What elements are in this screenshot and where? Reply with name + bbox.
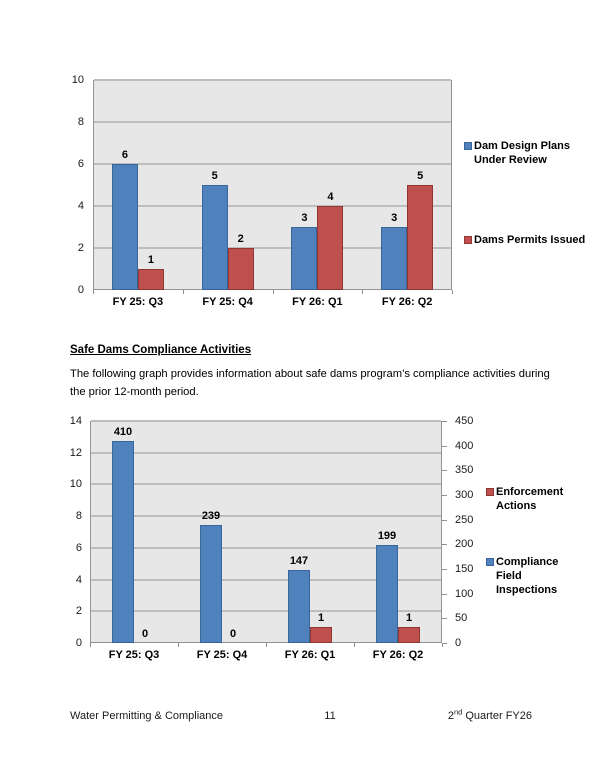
right-axis-tick-label: 250 bbox=[455, 513, 474, 526]
value-label: 1 bbox=[147, 254, 154, 266]
x-axis-tick bbox=[178, 643, 179, 647]
value-label: 0 bbox=[229, 628, 237, 640]
right-axis-tick-label: 450 bbox=[455, 415, 474, 427]
right-axis-tick-label: 400 bbox=[455, 439, 474, 452]
category-label: FY 25: Q4 bbox=[202, 296, 253, 308]
gridline bbox=[91, 420, 441, 422]
left-axis-tick-label: 12 bbox=[69, 446, 82, 459]
category-label: FY 25: Q3 bbox=[108, 649, 160, 661]
section-paragraph: The following graph provides information about safe dams program’s compliance activities during the prior 12-month period. bbox=[70, 368, 550, 398]
footer-quarter-ordinal: nd bbox=[453, 707, 463, 717]
left-axis-tick-label: 2 bbox=[75, 605, 82, 618]
legend-label-line: Dams Permits Issued bbox=[474, 234, 586, 246]
value-label: 3 bbox=[391, 212, 398, 224]
left-axis-tick-label: 2 bbox=[77, 242, 84, 254]
category-label: FY 26: Q1 bbox=[284, 649, 336, 661]
section-heading: Safe Dams Compliance Activities bbox=[70, 344, 252, 356]
x-axis-tick bbox=[266, 643, 267, 647]
bar-red bbox=[310, 627, 332, 643]
legend-label-line: Compliance bbox=[496, 556, 559, 568]
legend-label bbox=[496, 485, 563, 513]
category-label: FY 26: Q2 bbox=[381, 296, 433, 308]
right-axis-tick bbox=[442, 569, 447, 570]
value-label: 147 bbox=[289, 555, 309, 567]
legend-label-line: Actions bbox=[496, 500, 537, 512]
legend-label-line: Dam Design Plans bbox=[474, 140, 570, 152]
value-label: 6 bbox=[121, 149, 128, 161]
right-axis-tick bbox=[442, 470, 447, 471]
value-label: 3 bbox=[301, 212, 308, 224]
value-label: 5 bbox=[417, 170, 424, 182]
right-axis-tick-label: 100 bbox=[455, 587, 474, 600]
legend-label-line: Under Review bbox=[474, 154, 547, 166]
left-axis-tick-label: 0 bbox=[77, 284, 84, 296]
right-axis-tick-label: 300 bbox=[455, 489, 474, 501]
left-axis-tick-label: 10 bbox=[69, 478, 82, 491]
category-label: FY 25: Q3 bbox=[112, 296, 164, 308]
right-axis-tick bbox=[442, 446, 447, 447]
value-label: 410 bbox=[113, 426, 133, 438]
left-axis-tick-label: 8 bbox=[75, 510, 82, 523]
legend-label-line: Inspections bbox=[496, 584, 558, 596]
footer-quarter-number: 2 bbox=[447, 710, 454, 722]
category-label: FY 26: Q1 bbox=[292, 296, 343, 308]
gridline bbox=[91, 483, 441, 485]
right-axis-tick bbox=[442, 594, 447, 595]
right-axis-tick-label: 350 bbox=[455, 464, 474, 477]
legend-swatch-red bbox=[486, 488, 494, 496]
right-axis-tick bbox=[442, 544, 447, 545]
left-axis-tick-label: 0 bbox=[75, 637, 82, 649]
bar-blue bbox=[200, 525, 222, 643]
x-axis-tick bbox=[442, 643, 443, 647]
value-label: 199 bbox=[377, 530, 397, 542]
bar-blue bbox=[112, 441, 134, 643]
gridline bbox=[91, 452, 441, 454]
bar-blue bbox=[288, 570, 310, 643]
right-axis-tick-label: 200 bbox=[455, 538, 474, 551]
right-axis-tick bbox=[442, 495, 447, 496]
legend-label-line: Field bbox=[496, 570, 522, 582]
category-label: FY 25: Q4 bbox=[196, 649, 248, 661]
left-axis-tick-label: 6 bbox=[75, 541, 82, 554]
x-axis-tick bbox=[354, 643, 355, 647]
right-axis-tick bbox=[442, 520, 447, 521]
legend-swatch-blue bbox=[486, 558, 494, 566]
left-axis-tick-label: 4 bbox=[77, 200, 84, 212]
value-label: 239 bbox=[201, 510, 221, 522]
value-label: 1 bbox=[405, 612, 413, 624]
legend-label bbox=[496, 555, 558, 597]
value-label: 2 bbox=[237, 233, 244, 245]
right-axis-tick bbox=[442, 421, 447, 422]
left-axis-tick-label: 10 bbox=[71, 74, 84, 86]
category-label: FY 26: Q2 bbox=[372, 649, 424, 661]
value-label: 4 bbox=[327, 191, 334, 203]
x-axis-tick bbox=[90, 643, 91, 647]
right-axis-tick-label: 50 bbox=[455, 612, 468, 625]
legend-label-line: Enforcement bbox=[496, 486, 564, 498]
footer-quarter-rest: Quarter FY26 bbox=[462, 710, 532, 722]
left-axis-tick-label: 6 bbox=[77, 158, 84, 170]
value-label: 5 bbox=[211, 170, 218, 182]
footer-quarter-label bbox=[447, 707, 532, 722]
gridline bbox=[91, 515, 441, 517]
right-axis-tick-label: 150 bbox=[455, 563, 474, 575]
right-axis-tick-label: 0 bbox=[455, 637, 462, 649]
bar-red bbox=[398, 627, 420, 643]
footer-page-number: 11 bbox=[324, 710, 336, 722]
right-axis-tick bbox=[442, 618, 447, 619]
left-axis-tick-label: 8 bbox=[77, 116, 84, 128]
footer-document-title: Water Permitting & Compliance bbox=[70, 710, 224, 722]
bar-blue bbox=[376, 545, 398, 643]
left-axis-tick-label: 14 bbox=[69, 415, 82, 427]
left-axis-tick-label: 4 bbox=[75, 573, 82, 586]
value-label: 0 bbox=[141, 628, 149, 640]
value-label: 1 bbox=[317, 612, 325, 624]
